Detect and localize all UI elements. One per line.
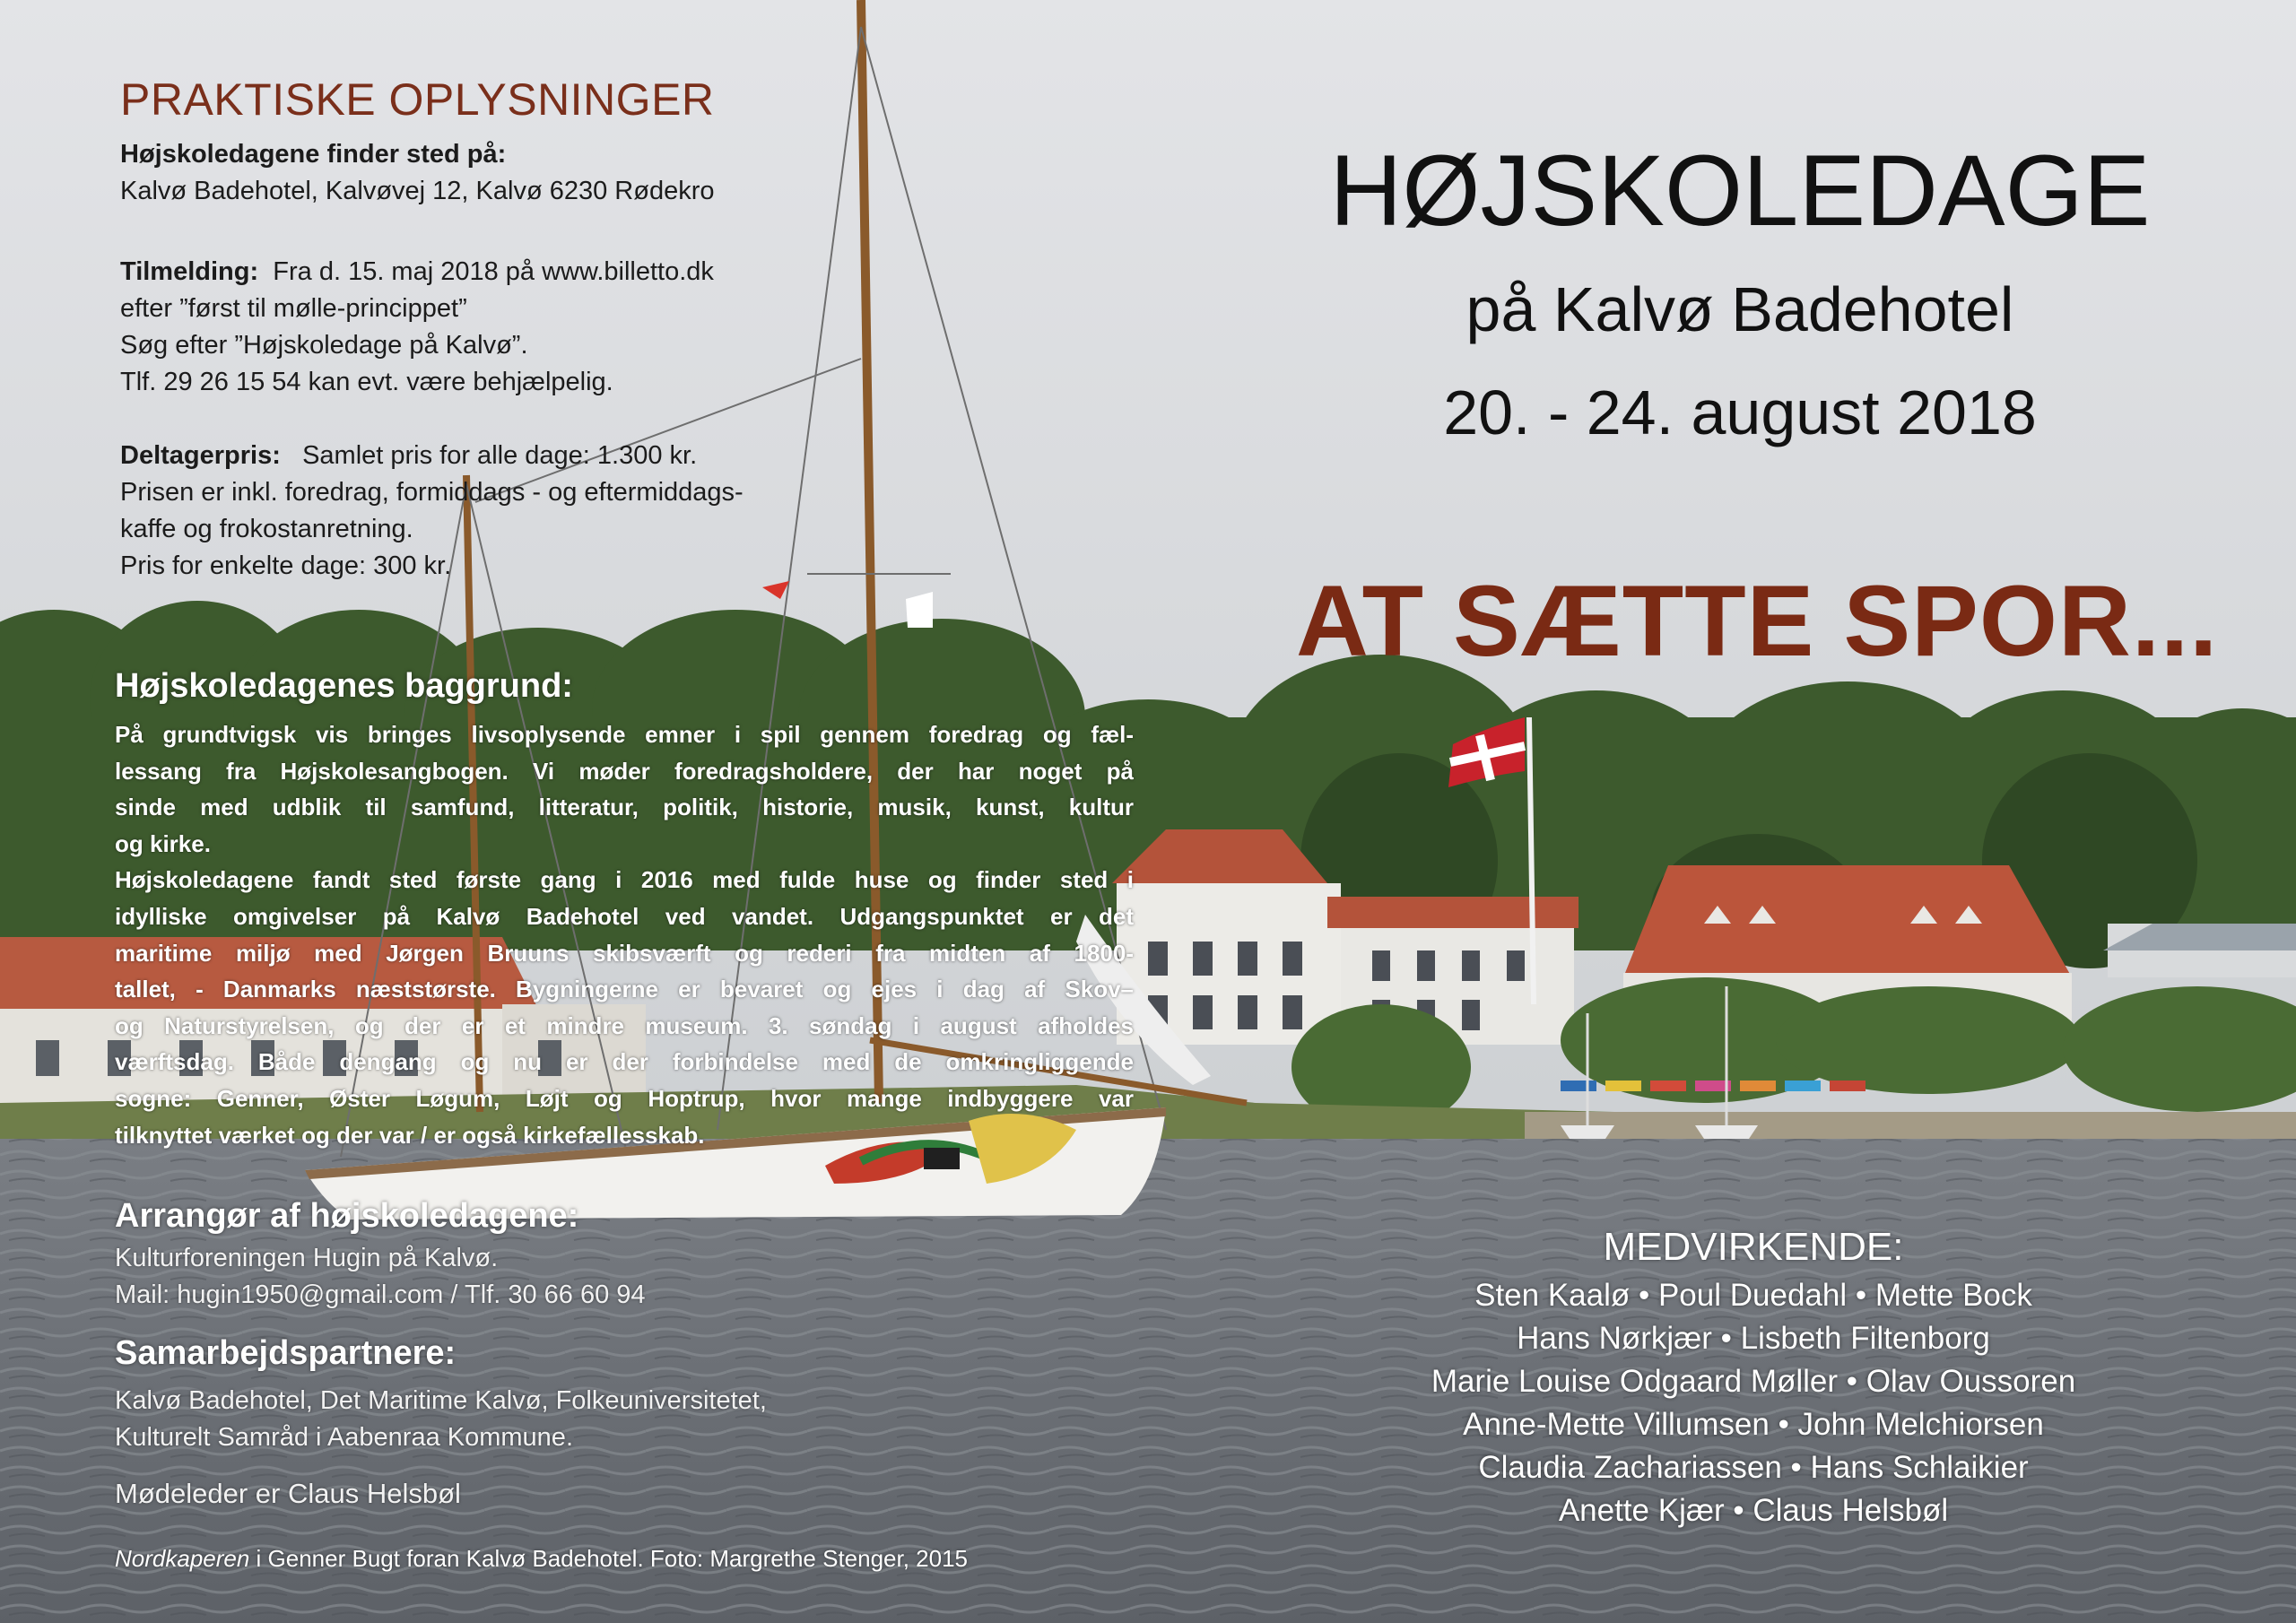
background-line: sogne: Genner, Øster Løgum, Løjt og Hoptrup, hvor mange indbyggere var — [115, 1084, 1134, 1112]
price-label: Deltagerpris: — [120, 441, 281, 470]
background-body — [115, 716, 1134, 1153]
moderator-line: Mødeleder er Claus Helsbøl — [115, 1478, 461, 1509]
price-line3: kaffe og frokostanretning. — [120, 515, 413, 543]
background-line: og kirke. — [115, 829, 211, 857]
background-line: sinde med udblik til samfund, litteratur, politik, historie, musik, kunst, kultur — [115, 794, 1134, 821]
background-line: lessang fra Højskolesangbogen. Vi møder foredragsholdere, der har noget på — [115, 757, 1134, 785]
event-tagline: AT SÆTTE SPOR... — [1296, 565, 2219, 677]
background-line: maritime miljø med Jørgen Bruuns skibsværft og rederi fra midten af 1800- — [115, 939, 1134, 967]
practical-heading: PRAKTISKE OPLYSNINGER — [120, 74, 715, 125]
signup-line2: efter ”først til mølle-princippet” — [120, 294, 467, 323]
background-line: tilknyttet værket og der var / er også kirkefællesskab. — [115, 1121, 705, 1149]
event-venue: på Kalvø Badehotel — [1465, 274, 2014, 344]
caption-text: i Genner Bugt foran Kalvø Badehotel. Foto: Margrethe Stenger, 2015 — [249, 1545, 969, 1572]
kayaks — [1561, 1081, 1866, 1091]
photo-caption — [115, 1545, 968, 1573]
venue-label: Højskoledagene finder sted på: — [120, 140, 507, 169]
partners-heading: Samarbejdspartnere: — [115, 1334, 457, 1372]
price-line4: Pris for enkelte dage: 300 kr. — [120, 551, 452, 580]
price-line1 — [120, 438, 697, 474]
credit-row: Marie Louise Odgaard Møller • Olav Oussoren — [1431, 1364, 2076, 1399]
partners-line1: Kalvø Badehotel, Det Maritime Kalvø, Folkeuniversitetet, — [115, 1386, 767, 1415]
background-heading: Højskoledagenes baggrund: — [115, 667, 573, 705]
organizer-line1: Kulturforeningen Hugin på Kalvø. — [115, 1244, 499, 1272]
price-text: Samlet pris for alle dage: 1.300 kr. — [302, 441, 698, 470]
caption-ship-name: Nordkaperen — [115, 1545, 250, 1572]
venue-address: Kalvø Badehotel, Kalvøvej 12, Kalvø 6230 Rødekro — [120, 177, 715, 205]
partners-line2: Kulturelt Samråd i Aabenraa Kommune. — [115, 1423, 573, 1452]
credit-row: Anette Kjær • Claus Helsbøl — [1558, 1493, 1949, 1528]
credit-row: Anne-Mette Villumsen • John Melchiorsen — [1463, 1407, 2044, 1442]
background-line: Højskoledagene fandt sted første gang i 2016 med fulde huse og finder sted i — [115, 866, 1134, 894]
background-line: værftsdag. Både dengang og nu er der forbindelse med de omkringliggende — [115, 1048, 1134, 1076]
organizer-line2: Mail: hugin1950@gmail.com / Tlf. 30 66 60 94 — [115, 1280, 646, 1309]
event-title: HØJSKOLEDAGE — [1329, 135, 2151, 247]
event-dates: 20. - 24. august 2018 — [1443, 378, 2037, 447]
background-line: og Naturstyrelsen, og der er et mindre museum. 3. søndag i august afholdes — [115, 1011, 1134, 1039]
credit-row: Hans Nørkjær • Lisbeth Filtenborg — [1517, 1321, 1990, 1356]
credit-row: Claudia Zachariassen • Hans Schlaikier — [1478, 1450, 2029, 1485]
organizer-heading: Arrangør af højskoledagene: — [115, 1197, 579, 1235]
signup-label: Tilmelding: — [120, 257, 259, 286]
background-line: På grundtvigsk vis bringes livsoplysende emner i spil gennem foredrag og fæl- — [115, 721, 1134, 748]
credits-heading: MEDVIRKENDE: — [1603, 1225, 1904, 1269]
signup-line1 — [120, 254, 714, 291]
signup-line4: Tlf. 29 26 15 54 kan evt. være behjælpelig. — [120, 368, 613, 396]
price-line2: Prisen er inkl. foredrag, formiddags - og eftermiddags- — [120, 478, 744, 507]
signup-text: Fra d. 15. maj 2018 på www.billetto.dk — [273, 257, 714, 286]
signup-line3: Søg efter ”Højskoledage på Kalvø”. — [120, 331, 528, 360]
background-line: tallet, - Danmarks næststørste. Bygningerne er bevaret og ejes i dag af Skov– — [115, 976, 1134, 1003]
credit-row: Sten Kaalø • Poul Duedahl • Mette Bock — [1474, 1278, 2032, 1313]
background-line: idylliske omgivelser på Kalvø Badehotel ved vandet. Udgangspunktet er det — [115, 902, 1134, 930]
